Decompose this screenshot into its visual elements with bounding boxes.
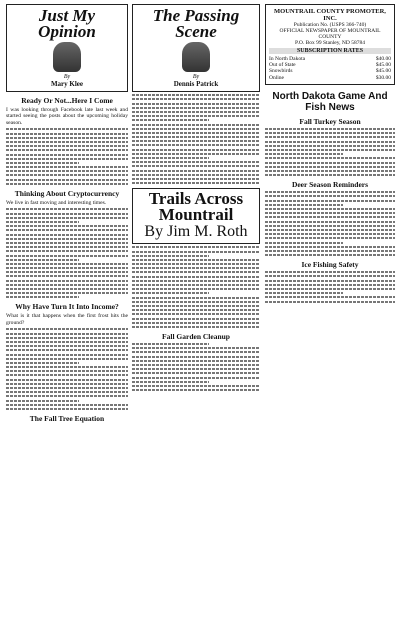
section-paragraph: What is it that happens when the first frost hits the ground? [6,313,128,326]
section-heading: Ice Fishing Safety [301,260,359,270]
passing-scene-author: Dennis Patrick [173,80,219,88]
game-and-fish-body [265,117,395,303]
section-heading: The Fall Tree Equation [29,413,105,423]
subscription-heading: SUBSCRIPTION RATES [269,48,391,54]
subscription-row: Snowbirds $45.00 [269,68,391,75]
section-heading: Fall Turkey Season [299,116,361,126]
opinion-title: Just My Opinion [38,6,96,41]
publisher-subtitle: Publication No. (USPS 366-740) [293,22,367,28]
publisher-title: MOUNTRAIL COUNTY PROMOTER, INC. [274,8,386,22]
opinion-masthead [6,4,128,92]
section-paragraph: We live in fast moving and interesting times. [6,199,107,206]
subscription-row: Online $30.00 [269,74,391,81]
publisher-box [265,4,395,85]
opinion-body [6,96,128,423]
column-opinion [6,0,128,425]
passing-scene-masthead [132,4,260,92]
opinion-by: By [63,74,71,80]
trails-byline: By Jim M. Roth [144,223,248,241]
game-and-fish-title: North Dakota Game And Fish News [272,90,388,113]
publisher-official: OFFICIAL NEWSPAPER OF MOUNTRAIL COUNTY [279,28,381,40]
section-heading: Fall Garden Cleanup [162,331,230,341]
opinion-subhead: Ready Or Not...Here I Come [21,96,113,105]
passing-scene-title: The Passing Scene [152,6,240,41]
opinion-paragraph: I was looking through Facebook late last week and started seeing the posts about the upcoming holiday season. [6,107,128,126]
subscription-row: In North Dakota $40.00 [269,56,391,62]
section-heading: Why Have Turn It Into Income? [15,302,119,312]
subscription-list [269,56,391,81]
trails-masthead [132,188,260,244]
section-heading: Deer Season Reminders [291,180,369,190]
subscription-row: Out of State $45.00 [269,62,391,69]
trails-title: Trails Across Mountrail [148,189,244,225]
section-heading: Thinking About Cryptocurrency [14,188,120,198]
opinion-author: Mary Klee [50,80,84,88]
publisher-address: P.O. Box 99 Stanley, ND 58784 [295,40,365,46]
passing-scene-body [132,94,260,184]
author-photo [53,42,81,72]
author-photo [182,42,210,72]
trails-body [132,246,260,391]
passing-scene-by: By [192,74,200,80]
column-publisher-and-news [265,0,395,305]
column-passing-scene [132,0,260,393]
